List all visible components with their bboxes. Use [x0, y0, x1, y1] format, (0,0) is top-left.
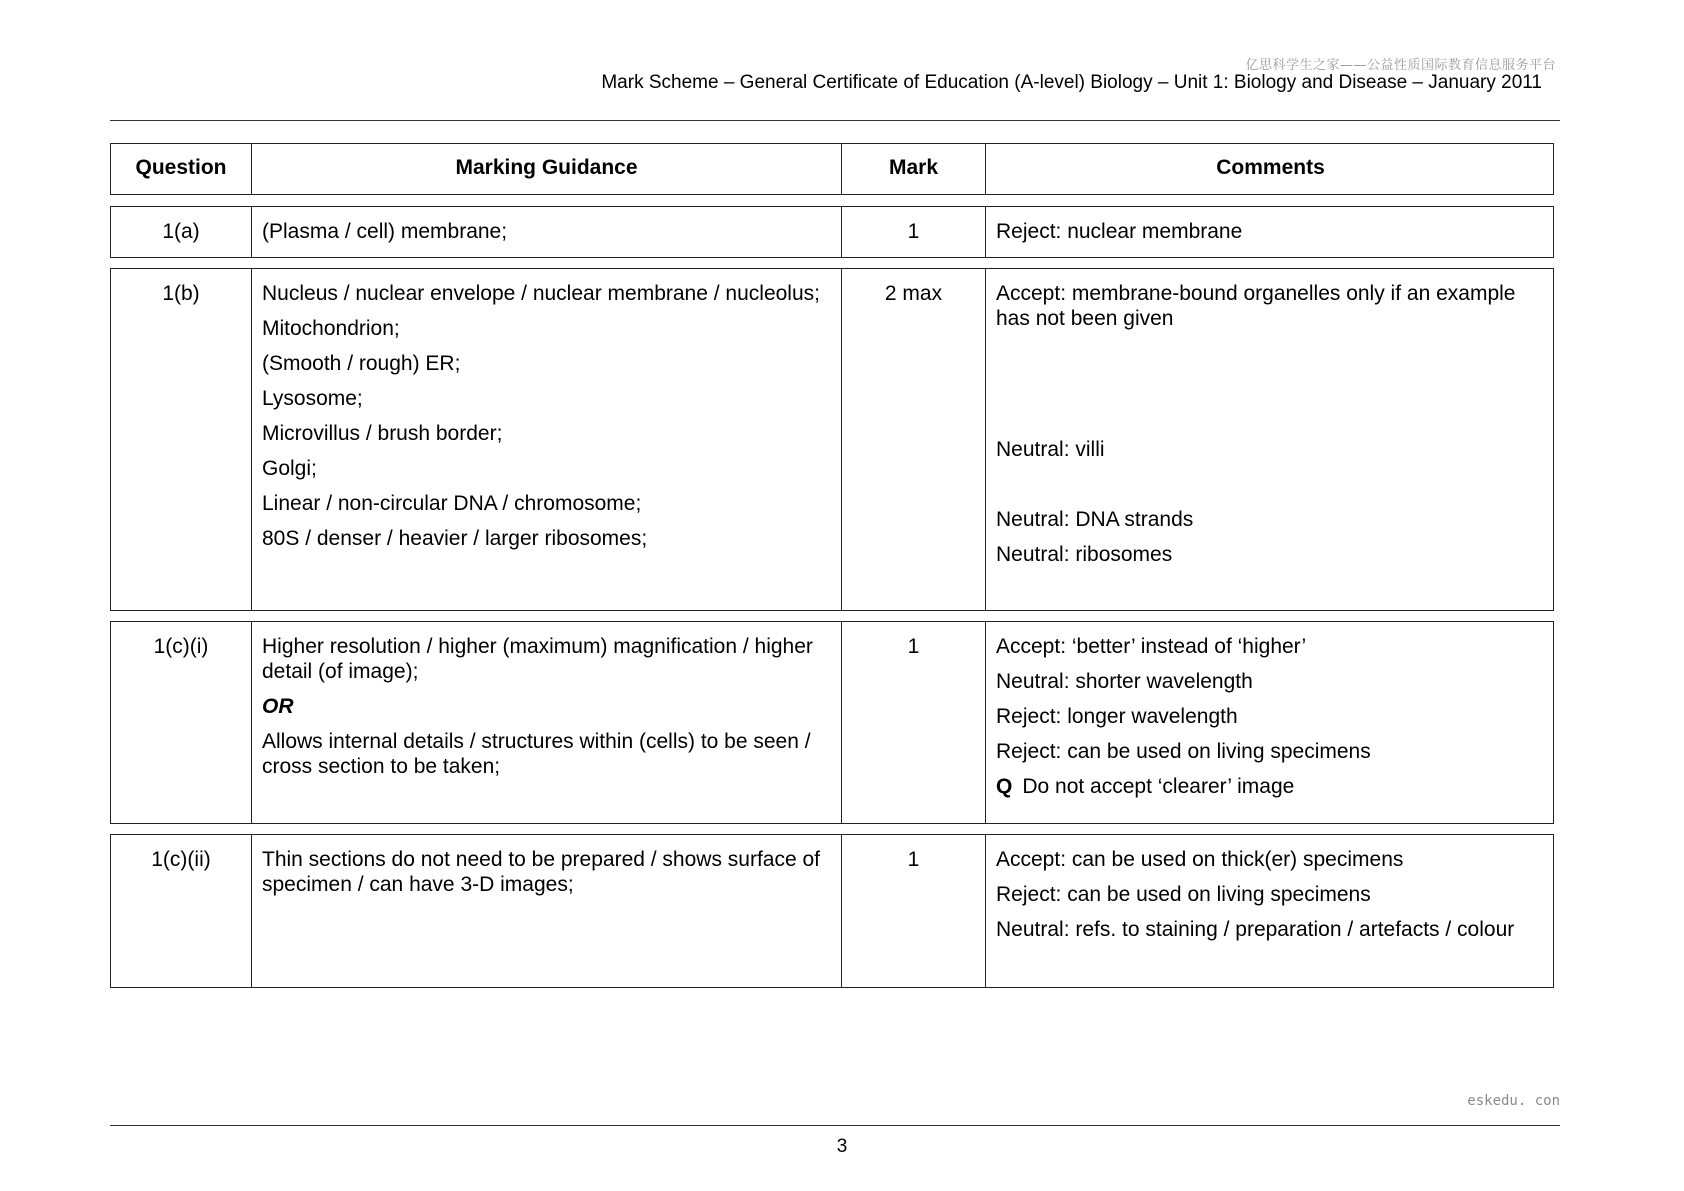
- guidance-line: 80S / denser / heavier / larger ribosomes;: [262, 527, 648, 550]
- guidance-line: (Smooth / rough) ER;: [262, 352, 461, 375]
- marking-guidance: [251, 835, 841, 987]
- table-row: [110, 268, 1554, 611]
- comment-line: Reject: nuclear membrane: [996, 220, 1243, 243]
- mark-value: 1: [841, 207, 985, 257]
- guidance-line: Microvillus / brush border;: [262, 422, 503, 445]
- comment-line: [996, 774, 1545, 799]
- comment-line: Reject: can be used on living specimens: [996, 883, 1371, 906]
- question-number: 1(c)(i): [153, 635, 209, 658]
- comment-line: Neutral: DNA strands: [996, 508, 1194, 531]
- watermark-top: 亿思科学生之家——公益性质国际教育信息服务平台: [1245, 58, 1556, 73]
- guidance-line: Linear / non-circular DNA / chromosome;: [262, 492, 642, 515]
- table-row: [110, 621, 1554, 824]
- mark-value: 1: [841, 835, 985, 987]
- marking-guidance: [251, 207, 841, 257]
- col-header-guidance: Marking Guidance: [251, 144, 841, 194]
- table-row: [110, 834, 1554, 988]
- guidance-line: Lysosome;: [262, 387, 363, 410]
- comments: [985, 269, 1555, 610]
- guidance-line: Nucleus / nuclear envelope / nuclear membrane / nucleolus;: [262, 282, 820, 305]
- comment-line: Accept: ‘better’ instead of ‘higher’: [996, 635, 1307, 658]
- comment-line: Neutral: shorter wavelength: [996, 670, 1253, 693]
- mark-value: 2 max: [841, 269, 985, 610]
- question-number: 1(b): [162, 282, 200, 305]
- col-header-comments: Comments: [985, 144, 1555, 194]
- col-header-question: Question: [135, 156, 227, 179]
- page-number: 3: [836, 1136, 848, 1157]
- watermark-bottom: eskedu. con: [1467, 1093, 1560, 1109]
- table-row: [110, 206, 1554, 258]
- question-number: 1(c)(ii): [151, 848, 211, 871]
- guidance-line: (Plasma / cell) membrane;: [262, 220, 508, 243]
- guidance-line: Thin sections do not need to be prepared / shows surface of specimen / can have 3-D images;: [262, 848, 821, 896]
- footer-rule: [110, 1125, 1560, 1126]
- comment-line: Neutral: refs. to staining / preparation / artefacts / colour: [996, 918, 1515, 941]
- or-label: OR: [262, 695, 294, 718]
- guidance-line: Allows internal details / structures within (cells) to be seen / cross section to be taken;: [262, 730, 811, 778]
- page-header: Mark Scheme – General Certificate of Education (A-level) Biology – Unit 1: Biology and Disease – January 2011: [601, 72, 1542, 93]
- comments: [985, 622, 1555, 823]
- guidance-line: Higher resolution / higher (maximum) magnification / higher detail (of image);: [262, 635, 813, 683]
- guidance-line: Mitochondrion;: [262, 317, 400, 340]
- col-header-mark: Mark: [841, 144, 985, 194]
- comment-text: Do not accept ‘clearer’ image: [1022, 775, 1295, 798]
- marking-guidance: [251, 622, 841, 823]
- comment-line: Reject: can be used on living specimens: [996, 740, 1371, 763]
- guidance-line: Golgi;: [262, 457, 317, 480]
- question-number: 1(a): [162, 220, 200, 243]
- comment-line: Accept: membrane-bound organelles only if an example has not been given: [996, 282, 1516, 330]
- mark-value: 1: [841, 622, 985, 823]
- comment-line: Neutral: ribosomes: [996, 543, 1173, 566]
- marking-guidance: [251, 269, 841, 610]
- comments: [985, 207, 1555, 257]
- header-rule: [110, 120, 1560, 121]
- comment-line: Accept: can be used on thick(er) specimens: [996, 848, 1404, 871]
- comment-line: Neutral: villi: [996, 438, 1105, 461]
- comments: [985, 835, 1555, 987]
- table-header: [110, 143, 1554, 195]
- quality-marker: Q: [996, 775, 1013, 798]
- comment-line: Reject: longer wavelength: [996, 705, 1238, 728]
